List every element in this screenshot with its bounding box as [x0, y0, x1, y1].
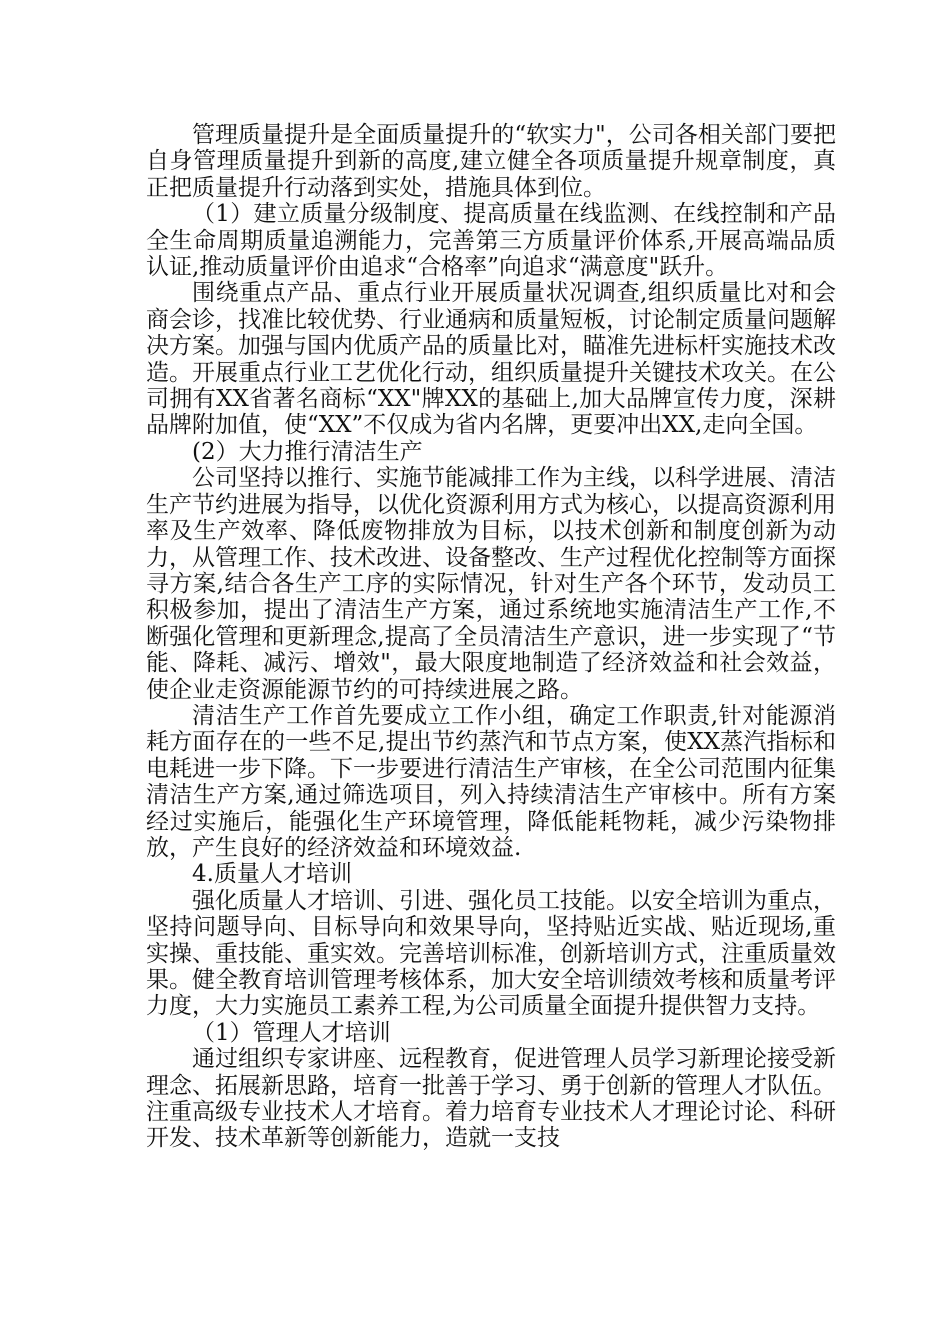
paragraph-management-talent: 通过组织专家讲座、远程教育，促进管理人员学习新理论接受新理念、拓展新思路，培育一批善于学习、勇于创新的管理人才队伍。注重高级专业技术人才培育。着力培育专业技术人才理论讨论、科研开发、技术革新等创新能力，造就一支技	[146, 1046, 836, 1152]
heading-management-talent: （1）管理人才培训	[192, 1019, 391, 1046]
heading-clean-production: (2）大力推行清洁生产	[192, 438, 423, 465]
paragraph-management-quality: 管理质量提升是全面质量提升的“软实力"，公司各相关部门要把自身管理质量提升到新的高度,建立健全各项质量提升规章制度，真正把质量提升行动落到实处，措施具体到位。	[146, 122, 836, 201]
paragraph-quality-survey: 围绕重点产品、重点行业开展质量状况调查,组织质量比对和会商会诊，找准比较优势、行业通病和质量短板，讨论制定质量问题解决方案。加强与国内优质产品的质量比对，瞄准先进标杆实施技术改造。开展重点行业工艺优化行动，组织质量提升关键技术攻关。在公司拥有XX省著名商标“XX"牌XX的基础上,加大品牌宣传力度，深耕品牌附加值，使“XX”不仅成为省内名牌，更要冲出XX,走向全国。	[146, 280, 836, 439]
heading-talent-training: 4.质量人才培训	[192, 861, 352, 888]
paragraph-clean-production-team: 清洁生产工作首先要成立工作小组，确定工作职责,针对能源消耗方面存在的一些不足,提出节约蒸汽和节点方案，使XX蒸汽指标和电耗进一步下降。下一步要进行清洁生产审核，在全公司范围内征集清洁生产方案,通过筛选项目，列入持续清洁生产审核中。所有方案经过实施后，能强化生产环境管理，降低能耗物耗，减少污染物排放，产生良好的经济效益和环境效益.	[146, 702, 836, 861]
document-body	[146, 122, 836, 1152]
paragraph-energy-saving: 公司坚持以推行、实施节能减排工作为主线，以科学进展、清洁生产节约进展为指导，以优化资源利用方式为核心，以提高资源利用率及生产效率、降低废物排放为目标，以技术创新和制度创新为动力，从管理工作、技术改进、设备整改、生产过程优化控制等方面探寻方案,结合各生产工序的实际情况，针对生产各个环节，发动员工积极参加，提出了清洁生产方案，通过系统地实施清洁生产工作,不断强化管理和更新理念,提高了全员清洁生产意识，进一步实现了“节能、降耗、减污、增效"，最大限度地制造了经济效益和社会效益，使企业走资源能源节约的可持续进展之路。	[146, 465, 836, 703]
paragraph-quality-grading: （1）建立质量分级制度、提高质量在线监测、在线控制和产品全生命周期质量追溯能力，完善第三方质量评价体系,开展高端品质认证,推动质量评价由追求“合格率”向追求“满意度"跃升。	[146, 201, 836, 281]
paragraph-talent-training: 强化质量人才培训、引进、强化员工技能。以安全培训为重点，坚持问题导向、目标导向和效果导向，坚持贴近实战、贴近现场,重实操、重技能、重实效。完善培训标准，创新培训方式，注重质量效果。健全教育培训管理考核体系，加大安全培训绩效考核和质量考评力度，大力实施员工素养工程,为公司质量全面提升提供智力支持。	[146, 887, 836, 1020]
